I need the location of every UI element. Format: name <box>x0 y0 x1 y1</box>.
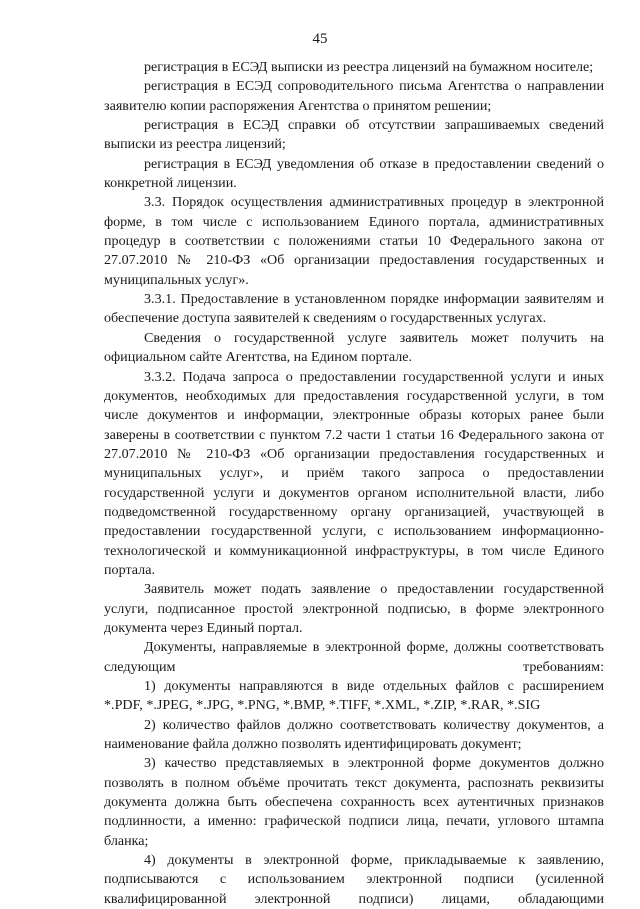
paragraph-requirement-2: 2) количество файлов должно соответствовать количеству документов, а наименование файла должно позволять идентифицировать документ; <box>104 716 604 753</box>
paragraph-applicant-submission: Заявитель может подать заявление о предоставлении государственной услуги, подписанное простой электронной подписью, в форме электронного документа через Единый портал. <box>104 581 604 636</box>
document-body <box>104 58 604 909</box>
paragraph-requirements-intro: Документы, направляемые в электронной форме, должны соответствовать следующим требованиям: <box>104 639 604 675</box>
paragraph-registration-cover-letter: регистрация в ЕСЭД сопроводительного письма Агентства о направлении заявителю копии распоряжения Агентства о принятом решении; <box>104 78 604 114</box>
paragraph-requirement-4: 4) документы в электронной форме, прикладываемые к заявлению, подписываются с использованием электронной подписи (усиленной квалифицированной электронной подписи) лицами, обладающими <box>104 852 604 907</box>
paragraph-registration-extract: регистрация в ЕСЭД выписки из реестра лицензий на бумажном носителе; <box>144 59 594 75</box>
paragraph-service-info: Сведения о государственной услуге заявитель может получить на официальном сайте Агентства, на Едином портале. <box>104 329 604 366</box>
page-number: 45 <box>312 31 328 47</box>
paragraph-registration-refusal-notice: регистрация в ЕСЭД уведомления об отказе в предоставлении сведений о конкретной лицензии. <box>104 155 604 192</box>
paragraph-requirement-1: 1) документы направляются в виде отдельных файлов с расширением *.PDF, *.JPEG, *.JPG, *.PNG, *.BMP, *.TIFF, *.XML, *.ZIP, *.RAR, *.SIG <box>104 678 604 714</box>
paragraph-registration-absence-certificate: регистрация в ЕСЭД справки об отсутствии запрашиваемых сведений выписки из реестра лицензий; <box>104 117 604 153</box>
paragraph-requirement-3: 3) качество представляемых в электронной форме документов должно позволять в полном объёме прочитать текст документа, распознать реквизиты документа должна быть обеспечена сохранность всех аутентичных признаков подлинности, а именно: графической подписи лица, печати, углового штампа бланка; <box>104 755 604 849</box>
paragraph-3-3-2: 3.3.2. Подача запроса о предоставлении государственной услуги и иных документов, необходимых для предоставления государственной услуги, в том числе документов и информации, электронные образы которых ранее были заверены в соответствии с пунктом 7.2 части 1 статьи 16 Федерального закона от 27.07.2010 № 210-ФЗ «Об организации предоставления государственных и муниципальных услуг», и приём такого запроса о предоставлении государственной услуги и документов органом исполнительной власти, либо подведомственной государственному органу организацией, участвующей в предоставлении государственной услуги, с использованием информационно-технологической и коммуникационной инфраструктуры, в том числе Единого портала. <box>104 368 604 578</box>
paragraph-3-3-1: 3.3.1. Предоставление в установленном порядке информации заявителям и обеспечение доступа заявителей к сведениям о государственных услугах. <box>104 291 604 327</box>
paragraph-3-3: 3.3. Порядок осуществления административных процедур в электронной форме, в том числе с использованием Единого портала, административных процедур в соответствии с положениями статьи 10 Федерального закона от 27.07.2010 № 210-ФЗ «Об организации предоставления государственных и муниципальных услуг». <box>104 194 604 288</box>
